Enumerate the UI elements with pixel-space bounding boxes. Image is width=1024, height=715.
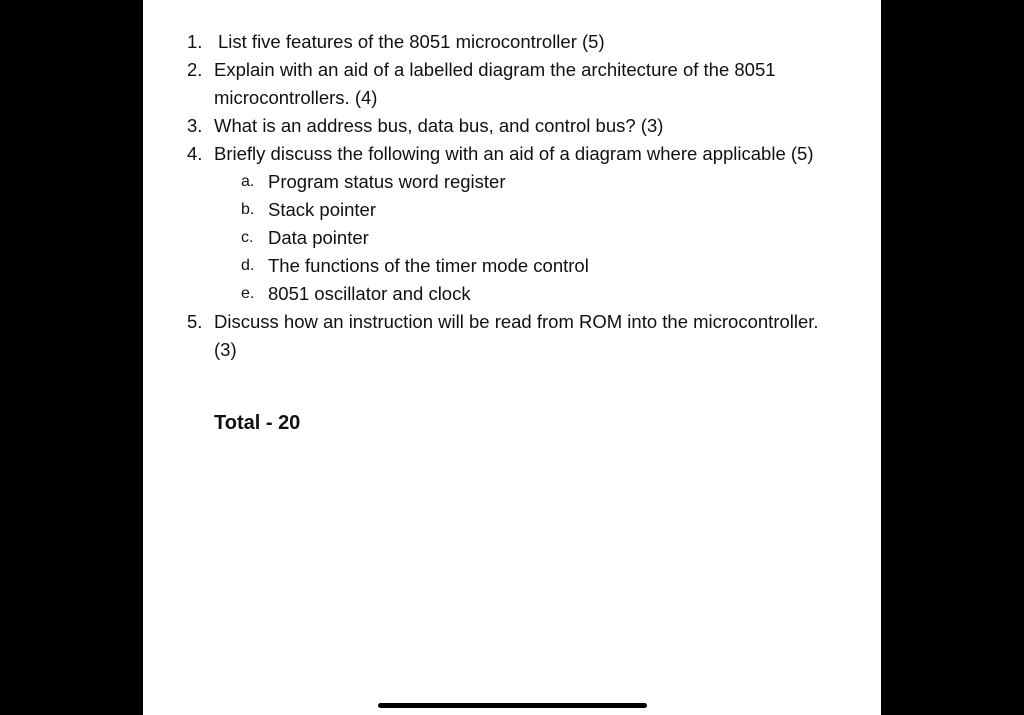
- document-page: [143, 0, 881, 715]
- question-text: Discuss how an instruction will be read from ROM into the microcontroller.: [214, 311, 819, 332]
- subitem-e: [143, 280, 881, 308]
- question-5: [143, 308, 881, 364]
- question-text-continued: microcontrollers. (4): [214, 87, 378, 108]
- question-text: Briefly discuss the following with an aid of a diagram where applicable (5): [214, 143, 814, 164]
- question-3: [143, 112, 881, 140]
- subitem-b: [143, 196, 881, 224]
- subitem-letter: b.: [241, 201, 255, 218]
- subitem-a: [143, 168, 881, 196]
- subitem-letter: d.: [241, 257, 255, 274]
- question-text-continued: (3): [214, 339, 237, 360]
- subitem-text: The functions of the timer mode control: [268, 255, 589, 276]
- question-number: 3.: [187, 115, 203, 136]
- question-number: 1.: [187, 31, 203, 52]
- question-number: 2.: [187, 59, 203, 80]
- subitem-letter: a.: [241, 173, 255, 190]
- home-indicator-bar[interactable]: [378, 703, 647, 708]
- question-number: 4.: [187, 143, 203, 164]
- subitem-text: Stack pointer: [268, 199, 376, 220]
- question-text: What is an address bus, data bus, and control bus? (3): [214, 115, 664, 136]
- question-number: 5.: [187, 311, 203, 332]
- subitem-letter: e.: [241, 285, 255, 302]
- subitem-text: Data pointer: [268, 227, 369, 248]
- subitem-d: [143, 252, 881, 280]
- total-marks: Total - 20: [214, 412, 301, 434]
- question-text: Explain with an aid of a labelled diagram the architecture of the 8051: [214, 59, 776, 80]
- subitem-text: Program status word register: [268, 171, 506, 192]
- question-text: List five features of the 8051 microcontroller (5): [218, 31, 605, 52]
- question-2: [143, 56, 881, 112]
- subitem-c: [143, 224, 881, 252]
- subitem-letter: c.: [241, 229, 254, 246]
- question-4: [143, 140, 881, 168]
- subitem-text: 8051 oscillator and clock: [268, 283, 471, 304]
- question-1: [143, 28, 881, 56]
